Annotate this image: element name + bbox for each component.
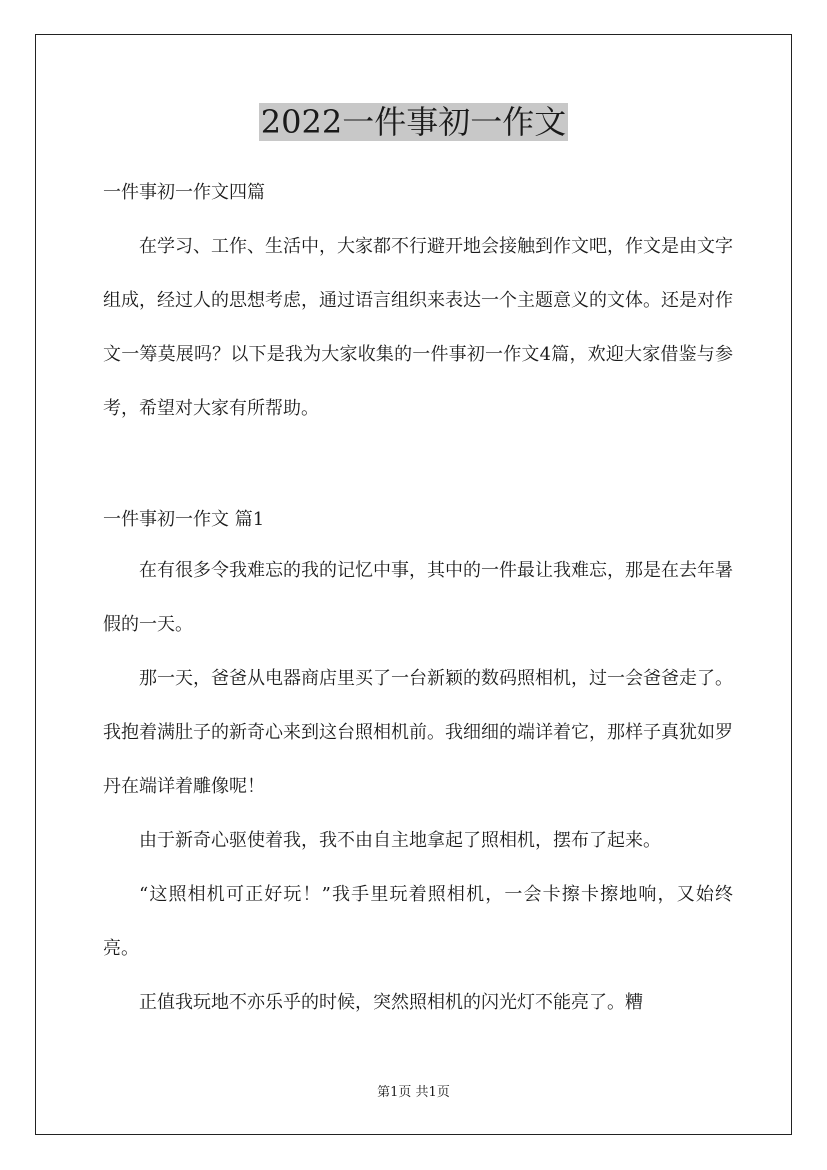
intro-paragraph: 在学习、工作、生活中，大家都不行避开地会接触到作文吧，作文是由文字组成，经过人的思想考虑，通过语言组织来表达一个主题意义的文体。还是对作文一筹莫展吗？以下是我为大家收集的一件事初一作文4篇，欢迎大家借鉴与参考，希望对大家有所帮助。 [103,236,733,419]
document-title [0,102,827,142]
body-paragraph-5: 正值我玩地不亦乐乎的时候，突然照相机的闪光灯不能亮了。糟 [139,992,643,1013]
body-paragraph-3: 由于新奇心驱使着我，我不由自主地拿起了照相机，摆布了起来。 [139,830,661,851]
body-paragraph-2: 那一天，爸爸从电器商店里买了一台新颖的数码照相机，过一会爸爸走了。我抱着满肚子的新奇心来到这台照相机前。我细细的端详着它，那样子真犹如罗丹在端详着雕像呢！ [103,668,733,797]
intro-heading: 一件事初一作文四篇 [103,182,265,203]
page-number-footer: 第1页 共1页 [377,1085,450,1100]
document-title-text: 2022一件事初一作文 [260,103,567,141]
section-heading: 一件事初一作文 篇1 [103,509,265,530]
body-paragraph-1: 在有很多令我难忘的我的记忆中事，其中的一件最让我难忘，那是在去年暑假的一天。 [103,560,733,635]
body-paragraph-4: “这照相机可正好玩！”我手里玩着照相机，一会卡擦卡擦地响，又始终亮。 [103,884,733,959]
